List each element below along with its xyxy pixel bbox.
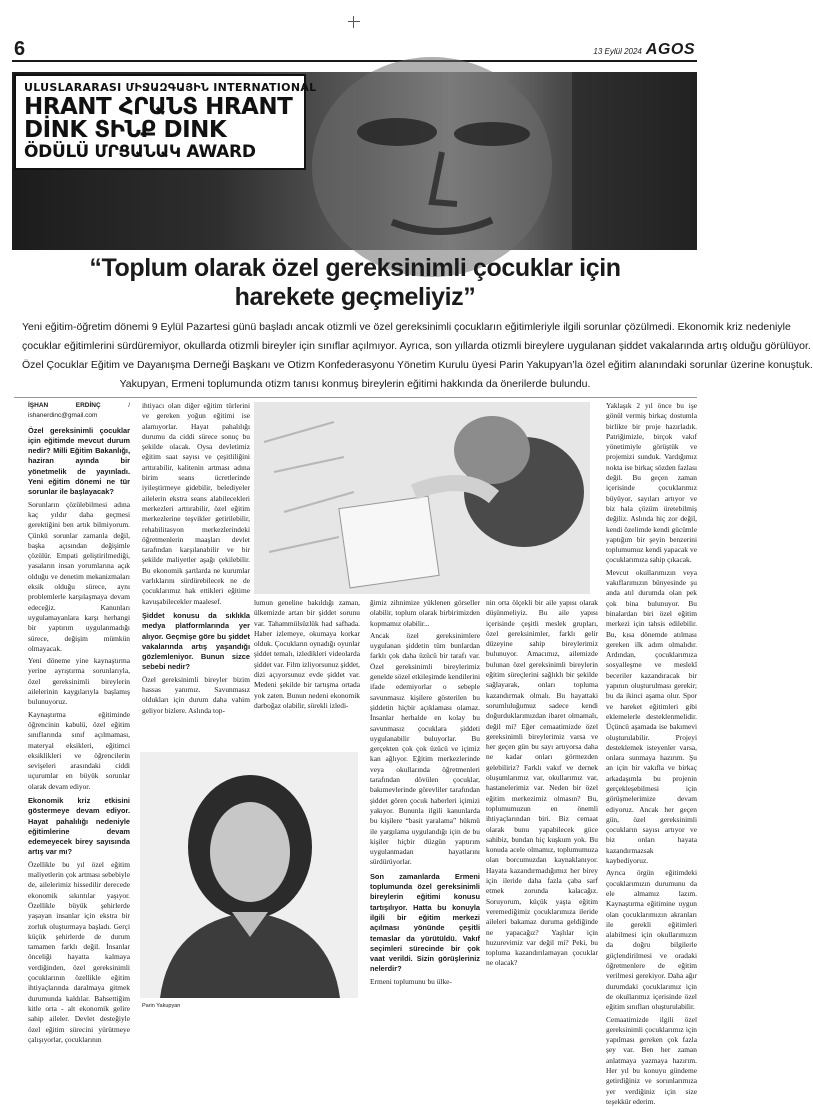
article-column-6 [606,401,697,1106]
interview-paragraph: Mevcut okullarımızın veya vakıflarımızın bünyesinde şu anda atıl durumda olan pek çok bina bulunuyor. Bu binalardan biri özel eğitim merkezi için tahsis edilebilir. Bu, kısa dönemde atılması gereken ilk adım olmalıdır. Ardından, çocuklarımıza sosyalleşme ve meslekî beceriler kazandıracak bir yapının oluşturulması gerekir; bu da ikinci aşama olur. Spor ve hareket eğitimleri gibi eklemelerle desteklenmelidir. Üçüncü aşamada ise bakımevi oluşturulabilir. Projeyi desteklemek isteyenler varsa, onlara sunmaya hazırım. Şu an için bir vakıfla ve birkaç arkadaşımla bu projenin gerçekleşebilmesi için görüşmelerimize devam ediyoruz. Ancak her geçen gün, özel gereksinimli çocukların sayısı artıyor ve biz onları hayata kazandırmazsak kaybediyoruz. [606,567,697,866]
interview-paragraph: Cemaatimizde ilgili özel gereksinimli çocuklarımız için yapılması gereken çok fazla şey var. Ben her zaman anlatmaya yazmaya hazırım. Her yıl bu konuyu gündeme getirdiğiniz ve sorunlarımıza yer verdiğiniz için size teşekkür ederim. [606,1014,697,1106]
interview-paragraph: Yaklaşık 2 yıl önce bu işe gönül vermiş birkaç dostumla birlikte bir proje hazırladık. Patriğimizle, birçok vakıf yönetimiyle görüştük ve projemizi sunduk. Vardığımız nokta ise birkaç sözden fazlası değil. Bu geçen zaman içerisinde çocuklarımız büyüyor, sayıları artıyor ve biz hala çözüm üretebilmiş değiliz. Aslında hiç zor değil, kendi özelimde kendi gücümle yaptığım bir şeyin benzerini toplumumuz kendi yapacak ve çocuklarımıza sahip çıkacak. [606,401,697,565]
interview-question: Son zamanlarda Ermeni toplumunda özel gereksinimli bireylerin eğitimi konusu tartışılıyor. Hatta bu konuyla ilgili bir eğitim merkezi açılması yönünde çeşitli temaslar da yürütüldü. Vakıf seçimleri sürecinde bir çok vaat verildi. Sizin görüşleriniz nelerdir? [370,871,480,974]
interview-paragraph: Ancak özel gereksinimlere uygulanan şiddetin tüm bunlardan farklı çok daha üzücü bir tarafı var. Özel gereksinimli bireylerimiz genelde sözel etkileşimde kendilerini ifade edemiyorlar o sebeple savunmasız kişilere gösterilen bu şiddetin hiçbir açıklaması olamaz. İnsanlar herhalde en kolay bu savunmasız çocuklara şiddeti uygulanabilir buluyorlar. Bu gerçekten çok çok üzücü ve içimiz kan ağlıyor. Eğitim merkezlerinde veya okullarında öğretmenleri tarafından dövülen çocuklar, bakımevlerinde görevliler tarafından şiddet gören çocuk haberleri içimizi yakıyor. Bununla ilgili kanunlarda bu kişilere “basit yaralama” hükmü ile yargılama uygulandığı için de bu kişiler hiçbir düzgün yaptırım uygulanmadan hayatlarını sürdürüyorlar. [370,630,480,867]
child-puzzle-photo [254,402,590,594]
article-headline: “Toplum olarak özel gereksinimli çocuklar için harekete geçmeliyiz” [89,254,621,311]
article-column-4 [370,598,480,1023]
interviewee-portrait [140,752,358,998]
interview-paragraph: Ayrıca örgün eğitimdeki çocuklarımızın durumunu da ele almamız lazım. Kaynaştırma eğitimine uygun olan çocuklarımızın akranları ile gerekli eğitimleri alabilmesi için okullarımızın da doğru bilgilerle güçlendirilmesi ve oradaki öğretmenlere de eğitim verilmesi gerekiyor. Daha ağır durumdaki çocuklarımız için de okullarımız içerisinde özel eğitim sınıfları oluşturulabilir. [606,868,697,1012]
lead-line: çocuklar eğitimlerini sürdüremiyor, okullarda otizmli bireyler için sınıflar açılmıyor. Ayrıca, son yıllarda otizmli bireylere uygulanan şiddet vakalarında artış olduğu görülüyor. [22,340,811,352]
lead-line: Özel Çocuklar Eğitim ve Dayanışma Derneği Başkanı ve Otizm Konfederasyonu Yönetim Kurulu üyesi Parin Yakupyan’la özel eğitim alanındaki sorunlar üzerine konuştuk. [22,359,813,371]
article-column-1 [28,401,131,1044]
interview-paragraph: Özel gereksinimli bireyler bizim hassas yanımız. Savunmasız oldukları için durum daha vahim geliyor bizlere. Aslında top- [142,674,250,715]
interview-paragraph: nin orta ölçekli bir aile yapısı olarak düşünmeliyiz. Bu aile yapısı içerisinde çeşitli meslek grupları, özel gereksinimler, farklı gelir düzeyine sahip bireylerimiz bulunuyor. Amacımız, ailemizde bulunan özel gereksinimli bireylerin eğitim süreçlerini sağlıklı bir şekilde sağlayarak, onları topluma kazandırmak olmalı. Bu hayattaki sorumluluğumuz sadece kendi doğurduklarımızdan ibaret olmamalı, değil mi? Eğer cemaatimizde özel gereksinimli bireylerimiz varsa ve her geçen gün bu sayı artıyorsa daha ne kadar onları görmezden gelebiliriz? Farklı vakıf ve dernek oluşumlarımız var, okullarımız var, hastanelerimiz var. Neden bir özel eğitim merkezimiz olmasın? Bu, toplumumuzun en önemli ihtiyaçlarından biri. Biz cemaat olarak bunu yapabilecek güce sahibiz, bundan hiç kuşkum yok. Bu konuda acele olmamız, toplumumuza olan borcumuzdan kaynaklanıyor. Hayata kazandırmadığımız her birey için ileride daha fazla çaba sarf etmek zorunda kalacağız. Soruyorum, küçük yaşta eğitim veremediğimiz çocuklarımıza ileride aileleri bakamaz duruma geldiğinde ne yapacağız? Yaşlılar için huzurevimiz var değil mi? Peki, bu topluma kazandırılamayan çocuklar ne olacak? [486,598,598,968]
portrait-graphic [140,752,358,998]
page-header [12,40,697,62]
article-lead [22,318,813,394]
interview-paragraph: Ermeni toplumunu bu ülke- [370,976,452,986]
interview-paragraph: ğimiz zihnimize yüklenen görseller olabilir, toplum olarak birbirimizden kopmamız olabilir... [370,598,480,628]
author-email: / ishanerdinc@gmail.com [28,402,131,420]
article-column-3 [254,598,360,768]
author-name: İŞHAN ERDİNÇ [28,402,101,409]
photo-caption: Parin Yakupyan [142,1003,181,1009]
interview-paragraph: Özellikle bu yıl özel eğitim maliyetlerin çok artması sebebiyle de, ailelerimiz hissedilir derecede ekonomik sıkıntılar yaşıyor. Özellikle büyük şehirlerde yaşayan insanlar için ekstra bir zorluk oluşturmaya başladı. Gerçi küçük şehirlerde de durum tamamen farklı değil. İnsanlar önceliği hayatta kalmaya verdiğinden, özel gereksinimli çocuklarının özellikle eğitim ihtiyaçlarında daralmaya gitmek durumunda kaldılar. Bahsettiğim kitle orta - alt ekonomik gelire sahip aileler. Devlet desteğiyle özel eğitim sürecini yürütmeye çalışıyorlar, çocuklarının [28,859,130,1044]
award-line-award: ÖDÜLÜ ՄՐՑԱՆԱԿ AWARD [24,142,256,162]
interview-paragraph: Yeni döneme yine kaynaştırma yerine ayrıştırma sorunlarıyla, özel gereksinimli bireylerin ailelerinin kaygılarıyla başlamış bulunuyoruz. [28,656,130,707]
newspaper-brand: AGOS [645,41,695,58]
lead-line: Yeni eğitim-öğretim dönemi 9 Eylül Pazartesi günü başladı ancak otizmli ve özel gereksinimli çocukların eğitimleriyle ilgili sorunlar çözülmedi. Ekonomik kriz nedeniyle [22,321,791,333]
article-column-5 [486,598,598,1023]
header-right [593,41,695,59]
award-banner [12,72,697,250]
interview-question: Ekonomik kriz etkisini göstermeye devam ediyor. Hayat pahalılığı nedeniyle eğitimlerine devam edemeyecek birey sayısında artış var mı? [28,795,130,857]
article-column-2 [142,401,250,744]
award-line-dink: DİNK ՏԻՆՔ DINK [24,117,227,143]
byline [28,401,130,422]
interview-paragraph: Sorunların çözülebilmesi adına kaç yıldır daha geçmesi gerektiğini ben artık bilmiyorum. Çünkü sorunlar zamanla değil, başka açısından değişimle çözülür. Empati geliştirilmediği, yasaların insan yorumlarına açık olduğu ve denetim mekanizmaları eksik olduğu sürece, aynı problemlerle karşılaşmaya devam edeceğiz. Kanunları uygulamayanlara karşı herhangi bir yaptırım uygulanmadığı sürece, değişim mümkün olmayacak. [28,499,130,653]
issue-date: 13 Eylül 2024 [593,47,642,56]
award-line-hrant: HRANT ՀՐԱՆՏ HRANT [24,94,293,120]
child-photo-graphic [254,402,590,594]
award-line-international: ULUSLARARASI ՄԻՋԱԶԳԱՅԻՆ INTERNATIONAL [24,81,317,94]
page-number: 6 [14,38,26,60]
award-logo [14,74,317,170]
registration-mark [348,16,360,28]
interview-paragraph: Kaynaştırma eğitiminde öğrencinin kabulü, özel eğitim sınıflarında sınıf açılmaması, materyal eksikleri, eğitimci eksiklikleri ve öğrencilerin sevişeleri arasındaki ciddi uçurumlar en büyük sorunlar olarak devam ediyor. [28,709,130,791]
section-divider [14,397,697,398]
interview-question: Şiddet konusu da sıklıkla medya platformlarında yer alıyor. Geçmişe göre bu şiddet vakalarında artış yaşandığı gözlemleniyor. Bunun sizce sebebi nedir? [142,610,250,672]
interview-question: Özel gereksinimli çocuklar için eğitimde mevcut durum nedir? Milli Eğitim Bakanlığı, haziran ayında bir yönetmelik de yayınladı. Yeni eğitim dönemi ne tür sorunlar ile başlayacak? [28,425,130,497]
lead-line: Yakupyan, Ermeni toplumunda otizm tanısı konmuş bireylerin eğitimi hakkında da önerilerde bulundu. [119,378,591,390]
interview-paragraph: lumun geneline bakıldığı zaman, ülkemizde artan bir şiddet sorunu var. Tahammülsüzlük had safhada. Haber izlemeye, okumaya korkar olduk. Çocukların oynadığı oyunlar şiddet temalı, izledikleri videolarda şiddet var. Film izliyorsunuz şiddet, dizi açıyorsunuz evde şiddet var. Medeni şekilde bir tartışma ortada yok zaten. Bunun nedeni ekonomik darboğaz olabilir, sürekli izledi- [254,598,360,710]
interview-paragraph: ihtiyacı olan diğer eğitim türlerini ve gereken yoğun eğitimi ise alamıyorlar. Hayat pahalılığı durumu da ciddi sürece sonuç bu şekilde olacak. Oysa devletimiz eğitim saat sayısı ve çeşitliliğini arttırabilir, kalitenin artması adına birim seans ücretlerinde iyileştirmeye gidebilir, belediyeler ailelerin ekstra seans alabilecekleri merkezleri arttırabilir, özel eğitim merkezlerine teşvikler getirilebilir, rehabilitasyon merkezlerindeki öğretmenlerin maaşları devlet tarafından karşılanabilir ve bir şekilde maliyetler aşağı çekilebilir. Bu ekonomik şartlarda ne kurumlar varlıklarını sürdürebilecek ne de çocuklarımız hak ettikleri eğitime kavuşabilecekler maalesef. [142,401,250,606]
